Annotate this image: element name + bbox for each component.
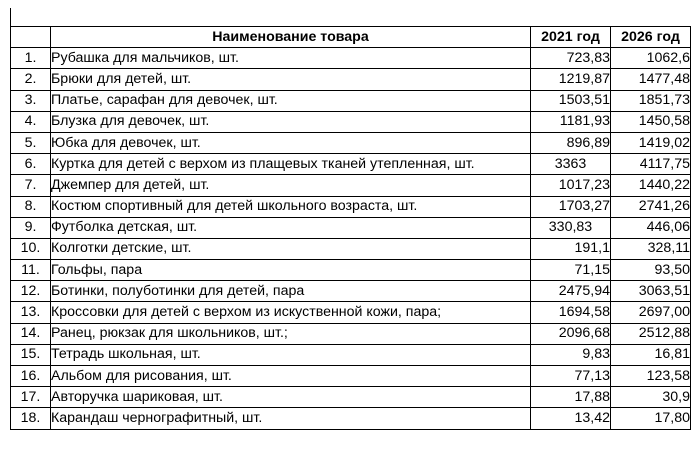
row-number: 9.: [11, 217, 51, 238]
table-row: [11, 132, 691, 153]
row-number: 15.: [11, 344, 51, 365]
product-name: Тетрадь школьная, шт.: [51, 344, 531, 365]
price-2026: 30,9: [611, 387, 691, 408]
table-row: [11, 69, 691, 90]
price-2021: 77,13: [531, 366, 611, 387]
price-2021: 13,42: [531, 408, 611, 429]
row-number: 12.: [11, 281, 51, 302]
header-product-name: Наименование товара: [51, 27, 531, 48]
header-year-2021: 2021 год: [531, 27, 611, 48]
row-number: 7.: [11, 175, 51, 196]
price-2021: 1017,23: [531, 175, 611, 196]
table-body: [11, 48, 691, 429]
row-number: 8.: [11, 196, 51, 217]
header-number: [11, 27, 51, 48]
row-number: 16.: [11, 366, 51, 387]
table-row: [11, 260, 691, 281]
row-number: 5.: [11, 132, 51, 153]
table-row: [11, 196, 691, 217]
price-2021: 191,1: [531, 238, 611, 259]
price-2021: 9,83: [531, 344, 611, 365]
table-row: [11, 387, 691, 408]
table-row: [11, 154, 691, 175]
row-number: 4.: [11, 111, 51, 132]
table-row: [11, 323, 691, 344]
table-row: [11, 217, 691, 238]
table-row: [11, 302, 691, 323]
price-2026: 93,50: [611, 260, 691, 281]
product-name: Рубашка для мальчиков, шт.: [51, 48, 531, 69]
price-2021: 1181,93: [531, 111, 611, 132]
row-number: 11.: [11, 260, 51, 281]
row-number: 6.: [11, 154, 51, 175]
product-name: Кроссовки для детей с верхом из искуственной кожи, пара;: [51, 302, 531, 323]
row-number: 10.: [11, 238, 51, 259]
price-2021: 2096,68: [531, 323, 611, 344]
price-2026: 3063,51: [611, 281, 691, 302]
product-name: Альбом для рисования, шт.: [51, 366, 531, 387]
row-number: 13.: [11, 302, 51, 323]
product-name: Куртка для детей с верхом из плащевых тканей утепленная, шт.: [51, 154, 531, 175]
row-number: 2.: [11, 69, 51, 90]
product-name: Блузка для девочек, шт.: [51, 111, 531, 132]
price-2026: 4117,75: [611, 154, 691, 175]
table-edge-mark: [10, 8, 11, 26]
table-row: [11, 281, 691, 302]
price-2021: 3363: [531, 154, 611, 175]
price-2026: 1419,02: [611, 132, 691, 153]
price-2021: 1694,58: [531, 302, 611, 323]
product-name: Джемпер для детей, шт.: [51, 175, 531, 196]
price-2021: 71,15: [531, 260, 611, 281]
price-2021: 2475,94: [531, 281, 611, 302]
row-number: 14.: [11, 323, 51, 344]
price-2021: 1219,87: [531, 69, 611, 90]
price-table: [10, 26, 691, 430]
table-row: [11, 408, 691, 429]
product-name: Футболка детская, шт.: [51, 217, 531, 238]
table-row: [11, 366, 691, 387]
price-2021: 330,83: [531, 217, 611, 238]
product-name: Брюки для детей, шт.: [51, 69, 531, 90]
product-name: Юбка для девочек, шт.: [51, 132, 531, 153]
price-2021: 1503,51: [531, 90, 611, 111]
row-number: 18.: [11, 408, 51, 429]
price-2026: 123,58: [611, 366, 691, 387]
price-2021: 723,83: [531, 48, 611, 69]
header-year-2026: 2026 год: [611, 27, 691, 48]
row-number: 17.: [11, 387, 51, 408]
price-2021: 896,89: [531, 132, 611, 153]
product-name: Ботинки, полуботинки для детей, пара: [51, 281, 531, 302]
row-number: 3.: [11, 90, 51, 111]
price-2026: 16,81: [611, 344, 691, 365]
table-row: [11, 175, 691, 196]
table-row: [11, 238, 691, 259]
price-2026: 1062,6: [611, 48, 691, 69]
table-header-row: [11, 27, 691, 48]
price-2026: 1450,58: [611, 111, 691, 132]
price-2026: 17,80: [611, 408, 691, 429]
price-2026: 1477,48: [611, 69, 691, 90]
row-number: 1.: [11, 48, 51, 69]
table-row: [11, 90, 691, 111]
price-2026: 328,11: [611, 238, 691, 259]
table-row: [11, 344, 691, 365]
product-name: Ранец, рюкзак для школьников, шт.;: [51, 323, 531, 344]
product-name: Карандаш чернографитный, шт.: [51, 408, 531, 429]
price-2026: 1440,22: [611, 175, 691, 196]
price-2021: 1703,27: [531, 196, 611, 217]
product-name: Авторучка шариковая, шт.: [51, 387, 531, 408]
price-2021: 17,88: [531, 387, 611, 408]
price-2026: 2741,26: [611, 196, 691, 217]
product-name: Колготки детские, шт.: [51, 238, 531, 259]
price-2026: 446,06: [611, 217, 691, 238]
product-name: Платье, сарафан для девочек, шт.: [51, 90, 531, 111]
product-name: Гольфы, пара: [51, 260, 531, 281]
price-2026: 2697,00: [611, 302, 691, 323]
product-name: Костюм спортивный для детей школьного возраста, шт.: [51, 196, 531, 217]
table-row: [11, 48, 691, 69]
price-2026: 2512,88: [611, 323, 691, 344]
price-2026: 1851,73: [611, 90, 691, 111]
table-row: [11, 111, 691, 132]
